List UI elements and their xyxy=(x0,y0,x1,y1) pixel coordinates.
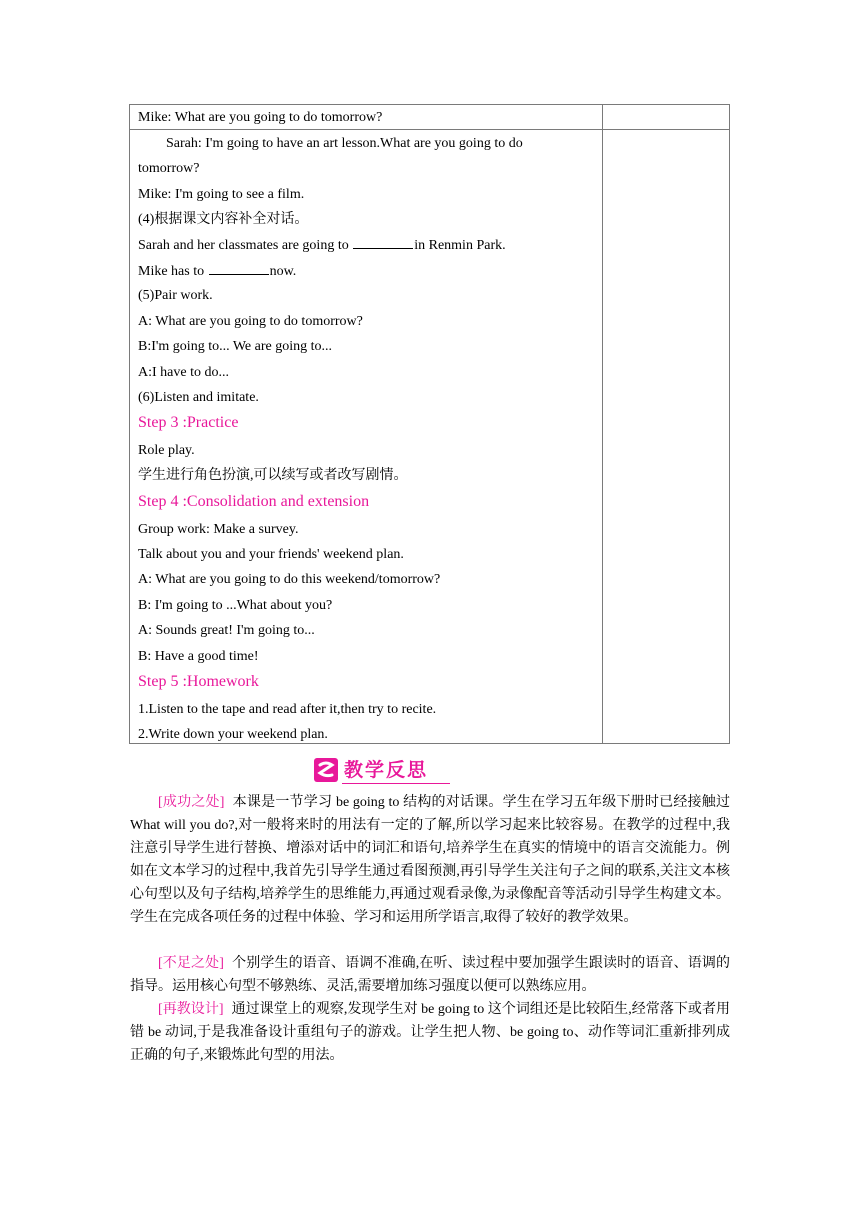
redesign-text: 通过课堂上的观察,发现学生对 be going to 这个词组还是比较陌生,经常落下或者用错 be 动词,于是我准备设计重组句子的游戏。让学生把人物、be going to、动作等词汇重新排列成正确的句子,来锻炼此句型的用法。 xyxy=(130,1002,730,1063)
section-logo-icon xyxy=(314,758,338,782)
reflection-title: 教学反思 xyxy=(344,759,429,781)
line: A:I have to do... xyxy=(138,365,229,380)
first-row-text: Mike: What are you going to do tomorrow? xyxy=(138,110,383,125)
line xyxy=(138,262,296,281)
line: B: I'm going to ...What about you? xyxy=(138,598,333,613)
blank-underline xyxy=(209,262,269,275)
shortfall-text: 个别学生的语音、语调不准确,在听、读过程中要加强学生跟读时的语音、语调的指导。运用核心句型不够熟练、灵活,需要增加练习强度以便可以熟练应用。 xyxy=(130,956,731,994)
line: 2.Write down your weekend plan. xyxy=(138,727,328,742)
line: B:I'm going to... We are going to... xyxy=(138,339,333,354)
line: 1.Listen to the tape and read after it,then try to recite. xyxy=(138,702,437,717)
step-heading: Step 4 :Consolidation and extension xyxy=(138,493,370,510)
line: Role play. xyxy=(138,443,195,458)
title-underline xyxy=(342,783,450,784)
shortfall-paragraph xyxy=(130,952,730,998)
line: A: What are you going to do this weekend/tomorrow? xyxy=(138,572,441,587)
blank-underline xyxy=(353,236,413,249)
row-divider xyxy=(130,129,729,130)
line: Sarah: I'm going to have an art lesson.What are you going to do xyxy=(166,136,523,151)
line-part: now. xyxy=(269,264,297,279)
lesson-table xyxy=(129,104,730,744)
line: A: What are you going to do tomorrow? xyxy=(138,314,363,329)
redesign-paragraph xyxy=(130,998,730,1067)
line: (5)Pair work. xyxy=(138,288,213,303)
redesign-tag: [再教设计] xyxy=(158,1002,224,1017)
shortfall-tag: [不足之处] xyxy=(158,956,224,971)
line: Talk about you and your friends' weekend plan. xyxy=(138,547,404,562)
line: B: Have a good time! xyxy=(138,649,259,664)
line-part: Mike has to xyxy=(138,264,205,279)
line: 学生进行角色扮演,可以续写或者改写剧情。 xyxy=(138,468,408,483)
line: Mike: I'm going to see a film. xyxy=(138,187,305,202)
step-heading: Step 5 :Homework xyxy=(138,673,259,690)
line: A: Sounds great! I'm going to... xyxy=(138,623,315,638)
column-divider xyxy=(602,105,603,743)
line: tomorrow? xyxy=(138,161,200,176)
step-heading: Step 3 :Practice xyxy=(138,414,239,431)
success-tag: [成功之处] xyxy=(158,795,225,810)
success-text: 本课是一节学习 be going to 结构的对话课。学生在学习五年级下册时已经接触过 What will you do?,对一般将来时的用法有一定的了解,所以学习起来比较容易。在教学的过程中,我注意引导学生进行替换、增添对话中的词汇和语句,培养学生在真实的情境中的语言交流能力。例如在文本学习的过程中,我首先引导学生通过看图预测,再引导学生关注句子之间的联系,关注文本核心句型以及句子结构,培养学生的思维能力,再通过观看录像,为录像配音等活动引导学生构建文本。学生在完成各项任务的过程中体验、学习和运用所学语言,取得了较好的教学效果。 xyxy=(130,795,730,925)
line: Group work: Make a survey. xyxy=(138,522,299,537)
reflection-banner xyxy=(314,757,450,785)
line: (4)根据课文内容补全对话。 xyxy=(138,212,309,227)
line-part: Sarah and her classmates are going to xyxy=(138,238,349,253)
line-part: in Renmin Park. xyxy=(414,238,506,253)
line xyxy=(138,236,506,255)
success-paragraph xyxy=(130,791,730,929)
line: (6)Listen and imitate. xyxy=(138,390,259,405)
